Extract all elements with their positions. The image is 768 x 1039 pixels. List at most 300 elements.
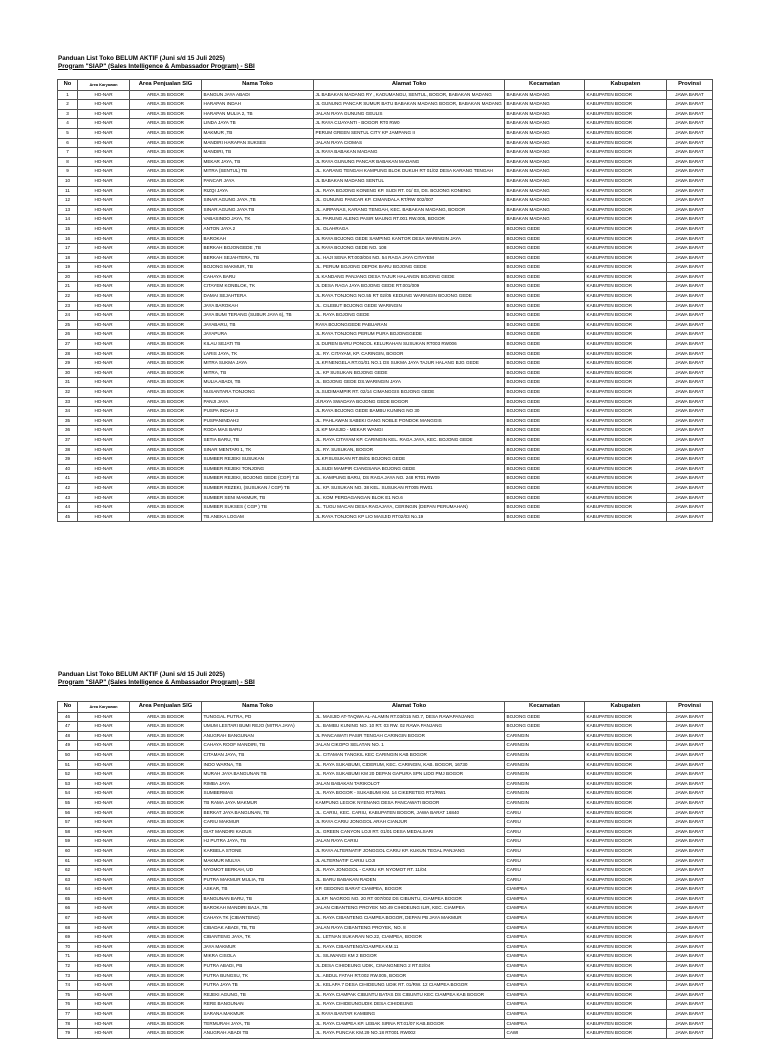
cell-area-penjualan: AREA 35 BOGOR [130,856,202,866]
cell-provinsi: JAWA BARAT [667,330,713,340]
cell-area-karyawan: HO-NAR [78,779,130,789]
cell-alamat-toko: JL.RAYA BOJONG GEDE BAMBU KUNING NO 30 [314,407,505,417]
cell-provinsi: JAWA BARAT [667,779,713,789]
cell-nama-toko: MITRA (SENTUL) TB [202,167,314,177]
cell-kabupaten: KABUPATEN BOGOR [585,923,667,933]
cell-alamat-toko: JL. RAYA BOJONG KONENG KP. SUDI RT. 01/ 03, DS. BOJONG KONENG [314,186,505,196]
cell-no: 14 [58,215,78,225]
cell-kabupaten: KABUPATEN BOGOR [585,722,667,732]
table-row [58,378,713,388]
cell-nama-toko: MIKRA CISOLA [202,952,314,962]
cell-nama-toko: JAYAPURA [202,330,314,340]
cell-area-karyawan: HO-NAR [78,186,130,196]
cell-alamat-toko: JL RAYA GUNUNG PANCAR BABAKAN MADANG [314,157,505,167]
cell-no: 70 [58,942,78,952]
table-row [58,483,713,493]
cell-nama-toko: MAKMUR ,TB [202,128,314,138]
table-row [58,119,713,129]
table-row [58,176,713,186]
table-row [58,914,713,924]
cell-nama-toko: GIAT MANDIRI KADUS [202,827,314,837]
cell-area-penjualan: AREA 35 BOGOR [130,435,202,445]
cell-provinsi: JAWA BARAT [667,301,713,311]
cell-area-penjualan: AREA 35 BOGOR [130,808,202,818]
cell-alamat-toko: JL. HAJI SENA RT.003/004 NO. 54 RAGA JAYA CITAYEM [314,253,505,263]
cell-area-karyawan: HO-NAR [78,731,130,741]
cell-alamat-toko: JL.SUDIMAMPIR RT. 02/14 CIMANGGIS BOJONG GEDE [314,388,505,398]
cell-area-penjualan: AREA 35 BOGOR [130,770,202,780]
cell-kabupaten: KABUPATEN BOGOR [585,224,667,234]
cell-nama-toko: SINAR MENTARI 1, TK [202,445,314,455]
cell-provinsi: JAWA BARAT [667,196,713,206]
cell-alamat-toko: JL. RAYA BOGOR - SUKABUMI KM. 14 CIKERETEG RT2/RW1 [314,789,505,799]
cell-provinsi: JAWA BARAT [667,128,713,138]
cell-kabupaten: KABUPATEN BOGOR [585,789,667,799]
table-row [58,282,713,292]
cell-provinsi: JAWA BARAT [667,359,713,369]
table-row [58,722,713,732]
cell-kabupaten: KABUPATEN BOGOR [585,292,667,302]
cell-kabupaten: KABUPATEN BOGOR [585,904,667,914]
cell-area-karyawan: HO-NAR [78,474,130,484]
table-row [58,397,713,407]
cell-alamat-toko: JL DESA RAGA JAYA BOJONG GEDE RT.001/009 [314,282,505,292]
cell-nama-toko: KARBELA STONE [202,846,314,856]
cell-no: 65 [58,894,78,904]
cell-provinsi: JAWA BARAT [667,722,713,732]
cell-alamat-toko: JL. GREEN CANYON LOJI RT. 01/01 DESA MEDALSARI [314,827,505,837]
cell-alamat-toko: JL. RAYA SUKABUMI, CIDERUM, KEC. CARINGIN, KAB. BOGOR, 16730 [314,760,505,770]
cell-nama-toko: SUMBERMAS [202,789,314,799]
cell-area-karyawan: HO-NAR [78,215,130,225]
cell-kecamatan: BABAKAN MADANG [505,205,585,215]
cell-alamat-toko: JL.KP.NENGELA RT.01/01 NO.1 DS SUKMA JAYA TAJUR HALANG BJG GEDE [314,359,505,369]
cell-kecamatan: BABAKAN MADANG [505,167,585,177]
cell-provinsi: JAWA BARAT [667,952,713,962]
table-row [58,503,713,513]
cell-area-penjualan: AREA 35 BOGOR [130,119,202,129]
table-row [58,205,713,215]
cell-nama-toko: CAHAYA BARU [202,272,314,282]
cell-alamat-toko: KAMPUNG LEGOK NYENANG DESA PANCAWATI BOGOR [314,798,505,808]
cell-kecamatan: CIAMPEA [505,952,585,962]
cell-area-penjualan: AREA 35 BOGOR [130,301,202,311]
cell-alamat-toko: PERUM GREEN SENTUL CITY KP JAMPANG II [314,128,505,138]
cell-area-penjualan: AREA 35 BOGOR [130,272,202,282]
cell-alamat-toko: JL. LETNAN SUKARAN NO.22, CIAMPEA, BOGOR [314,933,505,943]
cell-kabupaten: KABUPATEN BOGOR [585,952,667,962]
table-row [58,846,713,856]
cell-nama-toko: INDO WARNA, TB [202,760,314,770]
cell-no: 42 [58,483,78,493]
cell-alamat-toko: JL. RAYA CIAMPEA KP. LEBAK SIRNA RT.01/07 KAB.BOGOR [314,1019,505,1029]
cell-provinsi: JAWA BARAT [667,837,713,847]
cell-area-penjualan: AREA 35 BOGOR [130,1010,202,1020]
cell-no: 55 [58,798,78,808]
cell-area-karyawan: HO-NAR [78,196,130,206]
cell-provinsi: JAWA BARAT [667,148,713,158]
cell-no: 63 [58,875,78,885]
cell-alamat-toko: Jl.RAYA SWADAYA BOJONG GEDE BOGOR [314,397,505,407]
header-kabupaten: Kabupaten [585,80,667,91]
table-row [58,388,713,398]
cell-area-karyawan: HO-NAR [78,837,130,847]
cell-area-karyawan: HO-NAR [78,750,130,760]
table-row [58,942,713,952]
cell-kecamatan: CARIU [505,866,585,876]
table-row [58,837,713,847]
cell-area-karyawan: HO-NAR [78,894,130,904]
cell-kecamatan: CARIU [505,875,585,885]
table-row [58,856,713,866]
cell-no: 39 [58,455,78,465]
cell-kabupaten: KABUPATEN BOGOR [585,359,667,369]
table-row [58,981,713,991]
cell-kabupaten: KABUPATEN BOGOR [585,894,667,904]
cell-nama-toko: PUSPA INDAH 3 [202,407,314,417]
cell-provinsi: JAWA BARAT [667,741,713,751]
cell-kecamatan: CIAMPEA [505,971,585,981]
cell-alamat-toko: JL RAYA BOJONG GEDE SAMPING KANTOR DESA WARINGIN JAYA [314,234,505,244]
cell-no: 56 [58,808,78,818]
cell-provinsi: JAWA BARAT [667,311,713,321]
cell-area-penjualan: AREA 35 BOGOR [130,885,202,895]
cell-area-karyawan: HO-NAR [78,109,130,119]
cell-kecamatan: BOJONG GEDE [505,712,585,722]
cell-kabupaten: KABUPATEN BOGOR [585,138,667,148]
cell-kecamatan: BOJONG GEDE [505,397,585,407]
cell-area-karyawan: HO-NAR [78,798,130,808]
table-row [58,952,713,962]
table-row [58,990,713,1000]
header-area-penjualan: Area Penjualan SIG [130,702,202,713]
cell-area-penjualan: AREA 35 BOGOR [130,128,202,138]
cell-area-penjualan: AREA 35 BOGOR [130,722,202,732]
table-row [58,875,713,885]
cell-nama-toko: HARAPAN MULIA 2, TB [202,109,314,119]
cell-no: 9 [58,167,78,177]
cell-provinsi: JAWA BARAT [667,234,713,244]
cell-kecamatan: BOJONG GEDE [505,349,585,359]
cell-kecamatan: BOJONG GEDE [505,388,585,398]
table-row [58,292,713,302]
cell-alamat-toko: JL KANDANG PANJANG DESA TAJUR HALANGN BOJONG GEDE [314,272,505,282]
cell-alamat-toko: JL KP MASJID - MEKAR WANGI [314,426,505,436]
cell-nama-toko: PUTRA MAKMUR MULIA, TB [202,875,314,885]
cell-kabupaten: KABUPATEN BOGOR [585,301,667,311]
cell-provinsi: JAWA BARAT [667,426,713,436]
cell-area-penjualan: AREA 35 BOGOR [130,1019,202,1029]
cell-area-karyawan: HO-NAR [78,244,130,254]
cell-alamat-toko: JL RAYA BOJONG GEDE NO. 108 [314,244,505,254]
cell-kabupaten: KABUPATEN BOGOR [585,320,667,330]
cell-area-penjualan: AREA 35 BOGOR [130,234,202,244]
cell-kabupaten: KABUPATEN BOGOR [585,119,667,129]
table-row [58,100,713,110]
cell-provinsi: JAWA BARAT [667,760,713,770]
cell-nama-toko: CIBADAK ABADI, TB, TB [202,923,314,933]
cell-alamat-toko: JALAN RAYA GUNUNG GEULIS [314,109,505,119]
cell-kecamatan: CIAMPEA [505,1019,585,1029]
cell-kecamatan: CIAMPEA [505,885,585,895]
cell-alamat-toko: RAYA BOJONGGEDE PABUARAN [314,320,505,330]
cell-provinsi: JAWA BARAT [667,416,713,426]
cell-provinsi: JAWA BARAT [667,340,713,350]
cell-provinsi: JAWA BARAT [667,483,713,493]
cell-area-penjualan: AREA 35 BOGOR [130,244,202,254]
cell-alamat-toko: JL. KOM PERDAGANGAN BLOK E1 NO.6 [314,493,505,503]
cell-no: 46 [58,712,78,722]
cell-area-karyawan: HO-NAR [78,388,130,398]
cell-area-penjualan: AREA 35 BOGOR [130,455,202,465]
cell-no: 32 [58,388,78,398]
cell-no: 61 [58,856,78,866]
cell-area-penjualan: AREA 35 BOGOR [130,942,202,952]
document-subtitle: Program "SIAP" (Sales Intelligence & Ambassador Program) - SBI [58,678,255,686]
cell-area-karyawan: HO-NAR [78,789,130,799]
cell-provinsi: JAWA BARAT [667,397,713,407]
cell-no: 34 [58,407,78,417]
cell-no: 26 [58,330,78,340]
table-row [58,435,713,445]
cell-kabupaten: KABUPATEN BOGOR [585,311,667,321]
cell-no: 12 [58,196,78,206]
header-alamat-toko: Alamat Toko [314,702,505,713]
cell-kecamatan: BOJONG GEDE [505,426,585,436]
table-row [58,808,713,818]
cell-no: 2 [58,100,78,110]
cell-kecamatan: BOJONG GEDE [505,282,585,292]
cell-nama-toko: PUTRA BUNGSU, TK [202,971,314,981]
cell-area-karyawan: HO-NAR [78,808,130,818]
cell-alamat-toko: JALAN RAYA CARIU [314,837,505,847]
cell-kecamatan: BOJONG GEDE [505,416,585,426]
table-row [58,741,713,751]
cell-alamat-toko: JL. CARIU, KEC. CARIU, KABUPATEN BOGOR, JAWA BARAT 16840 [314,808,505,818]
cell-nama-toko: MULIA ABADI, TB [202,378,314,388]
cell-nama-toko: SARANA MAKMUR [202,1010,314,1020]
cell-no: 73 [58,971,78,981]
cell-kecamatan: BABAKAN MADANG [505,148,585,158]
cell-provinsi: JAWA BARAT [667,914,713,924]
table-row [58,770,713,780]
cell-area-karyawan: HO-NAR [78,981,130,991]
cell-alamat-toko: JL RAYA CARIU JONGGOL ARAH CIANJUR [314,818,505,828]
header-no: No [58,702,78,713]
cell-area-karyawan: HO-NAR [78,875,130,885]
cell-no: 21 [58,282,78,292]
cell-alamat-toko: JL DUREN BARU PONCOL KELURAHAN SUSUKAN RT003 RW006 [314,340,505,350]
cell-kabupaten: KABUPATEN BOGOR [585,215,667,225]
cell-kabupaten: KABUPATEN BOGOR [585,340,667,350]
table-row [58,464,713,474]
cell-kabupaten: KABUPATEN BOGOR [585,263,667,273]
cell-nama-toko: VABASINDO JAYA, TK [202,215,314,225]
cell-kabupaten: KABUPATEN BOGOR [585,388,667,398]
cell-kecamatan: BOJONG GEDE [505,474,585,484]
cell-nama-toko: MAKMUR MULYA [202,856,314,866]
cell-alamat-toko: JL. KP SUSUKAN BOJONG GEDE [314,368,505,378]
cell-alamat-toko: JL.SUDI MAMPIR CIANGSANA BOJONG GEDE [314,464,505,474]
cell-provinsi: JAWA BARAT [667,894,713,904]
table-row [58,827,713,837]
cell-provinsi: JAWA BARAT [667,789,713,799]
cell-kabupaten: KABUPATEN BOGOR [585,100,667,110]
cell-area-penjualan: AREA 35 BOGOR [130,827,202,837]
cell-kecamatan: BOJONG GEDE [505,407,585,417]
cell-no: 5 [58,128,78,138]
cell-no: 20 [58,272,78,282]
cell-area-karyawan: HO-NAR [78,866,130,876]
cell-area-penjualan: AREA 35 BOGOR [130,741,202,751]
cell-provinsi: JAWA BARAT [667,866,713,876]
cell-kecamatan: CIAMPEA [505,923,585,933]
cell-kecamatan: BOJONG GEDE [505,493,585,503]
cell-alamat-toko: JL. RAYA BOJONG GEDE [314,311,505,321]
cell-area-penjualan: AREA 35 BOGOR [130,368,202,378]
store-table-2 [57,701,713,1039]
cell-nama-toko: JAYA BUMI TERANG (SUBUR JAYA 6), TB [202,311,314,321]
cell-area-karyawan: HO-NAR [78,971,130,981]
cell-no: 25 [58,320,78,330]
cell-nama-toko: ANUGRAH ABADI TB [202,1029,314,1039]
cell-kecamatan: BABAKAN MADANG [505,176,585,186]
cell-alamat-toko: JL. BARU BABAKAN RADEN [314,875,505,885]
cell-provinsi: JAWA BARAT [667,827,713,837]
cell-area-karyawan: HO-NAR [78,741,130,751]
cell-kecamatan: CARINGIN [505,789,585,799]
cell-kabupaten: KABUPATEN BOGOR [585,244,667,254]
header-no: No [58,80,78,91]
cell-area-karyawan: HO-NAR [78,990,130,1000]
cell-kecamatan: CIAMPEA [505,981,585,991]
cell-provinsi: JAWA BARAT [667,282,713,292]
document-title: Panduan List Toko BELUM AKTIF (Juni s/d 15 Juli 2025) [58,671,225,678]
cell-area-karyawan: HO-NAR [78,426,130,436]
cell-area-karyawan: HO-NAR [78,818,130,828]
cell-provinsi: JAWA BARAT [667,990,713,1000]
cell-area-penjualan: AREA 35 BOGOR [130,493,202,503]
cell-nama-toko: MITRA SUKMA JAYA [202,359,314,369]
cell-provinsi: JAWA BARAT [667,493,713,503]
cell-kecamatan: BOJONG GEDE [505,368,585,378]
cell-no: 72 [58,962,78,972]
cell-kabupaten: KABUPATEN BOGOR [585,330,667,340]
cell-alamat-toko: JL. SILIWANGI KM 2 BOGOR [314,952,505,962]
cell-nama-toko: PUTRA JAYA TB [202,981,314,991]
cell-nama-toko: JAYABARU, TB [202,320,314,330]
cell-no: 13 [58,205,78,215]
cell-nama-toko: CIBANTENG JAYA, TK [202,933,314,943]
cell-kecamatan: BOJONG GEDE [505,301,585,311]
cell-provinsi: JAWA BARAT [667,445,713,455]
cell-kabupaten: KABUPATEN BOGOR [585,856,667,866]
cell-nama-toko: TB.ANEKA LOGAM [202,512,314,522]
cell-nama-toko: SUMBER REZEKI, (SUSUKAN / CGP) TB [202,483,314,493]
cell-alamat-toko: JL PANCAWATI PASIR TENGAH CARINGIN BOGOR [314,731,505,741]
cell-kecamatan: BOJONG GEDE [505,292,585,302]
cell-kabupaten: KABUPATEN BOGOR [585,933,667,943]
cell-provinsi: JAWA BARAT [667,292,713,302]
cell-kecamatan: BOJONG GEDE [505,244,585,254]
cell-nama-toko: MITRA, TB [202,368,314,378]
cell-provinsi: JAWA BARAT [667,798,713,808]
header-nama-toko: Nama Toko [202,702,314,713]
cell-kabupaten: KABUPATEN BOGOR [585,205,667,215]
table-row [58,789,713,799]
table-row [58,138,713,148]
cell-alamat-toko: JALAN RAYA CIBANTENG PROYEK, NO. 8 [314,923,505,933]
cell-provinsi: JAWA BARAT [667,770,713,780]
cell-provinsi: JAWA BARAT [667,205,713,215]
cell-alamat-toko: JALAN BABAKAN TARIKOLOT [314,779,505,789]
cell-no: 23 [58,301,78,311]
cell-kabupaten: KABUPATEN BOGOR [585,167,667,177]
cell-area-karyawan: HO-NAR [78,1000,130,1010]
cell-area-penjualan: AREA 35 BOGOR [130,952,202,962]
cell-area-karyawan: HO-NAR [78,885,130,895]
table-row [58,512,713,522]
cell-area-penjualan: AREA 35 BOGOR [130,359,202,369]
cell-alamat-toko: JL. AIRPANAS, KARANG TENGAH, KEC. BABAKAN MADANG, BOGOR [314,205,505,215]
cell-area-karyawan: HO-NAR [78,128,130,138]
cell-area-karyawan: HO-NAR [78,962,130,972]
cell-area-penjualan: AREA 35 BOGOR [130,971,202,981]
cell-nama-toko: TUNGGAL PUTRA, PD [202,712,314,722]
cell-kecamatan: CIAMPEA [505,1000,585,1010]
table-row [58,750,713,760]
cell-nama-toko: NUSANTARA TONJONG [202,388,314,398]
cell-alamat-toko: JL.DESA CIHIDEUNG UDIK, CINANGNENG 2 RT.02/04 [314,962,505,972]
cell-kecamatan: CARIU [505,808,585,818]
cell-nama-toko: HARAPAN INDAH [202,100,314,110]
cell-nama-toko: CITAYEM KONBLOK, TK [202,282,314,292]
cell-no: 64 [58,885,78,895]
cell-no: 43 [58,493,78,503]
cell-no: 60 [58,846,78,856]
cell-area-penjualan: AREA 35 BOGOR [130,397,202,407]
cell-area-penjualan: AREA 35 BOGOR [130,760,202,770]
cell-kabupaten: KABUPATEN BOGOR [585,866,667,876]
cell-kecamatan: BOJONG GEDE [505,311,585,321]
cell-kabupaten: KABUPATEN BOGOR [585,741,667,751]
cell-no: 48 [58,731,78,741]
table-row [58,712,713,722]
cell-kabupaten: KABUPATEN BOGOR [585,981,667,991]
cell-area-penjualan: AREA 35 BOGOR [130,990,202,1000]
cell-area-penjualan: AREA 35 BOGOR [130,378,202,388]
cell-kabupaten: KABUPATEN BOGOR [585,1029,667,1039]
cell-kabupaten: KABUPATEN BOGOR [585,846,667,856]
cell-area-penjualan: AREA 35 BOGOR [130,253,202,263]
cell-area-penjualan: AREA 35 BOGOR [130,1000,202,1010]
cell-kecamatan: BABAKAN MADANG [505,138,585,148]
cell-area-karyawan: HO-NAR [78,340,130,350]
cell-kecamatan: CIAMPEA [505,904,585,914]
header-kabupaten: Kabupaten [585,702,667,713]
cell-no: 62 [58,866,78,876]
cell-alamat-toko: JL. PAHLAWAN SABEKI GANG NOBLE PONDOK MANGGIS [314,416,505,426]
table-row [58,962,713,972]
cell-nama-toko: ANTON JAYA 2 [202,224,314,234]
cell-kabupaten: KABUPATEN BOGOR [585,109,667,119]
cell-kecamatan: CARIU [505,827,585,837]
cell-area-penjualan: AREA 35 BOGOR [130,750,202,760]
table-row [58,885,713,895]
cell-provinsi: JAWA BARAT [667,138,713,148]
cell-kabupaten: KABUPATEN BOGOR [585,90,667,100]
cell-nama-toko: PANJI JAYA [202,397,314,407]
